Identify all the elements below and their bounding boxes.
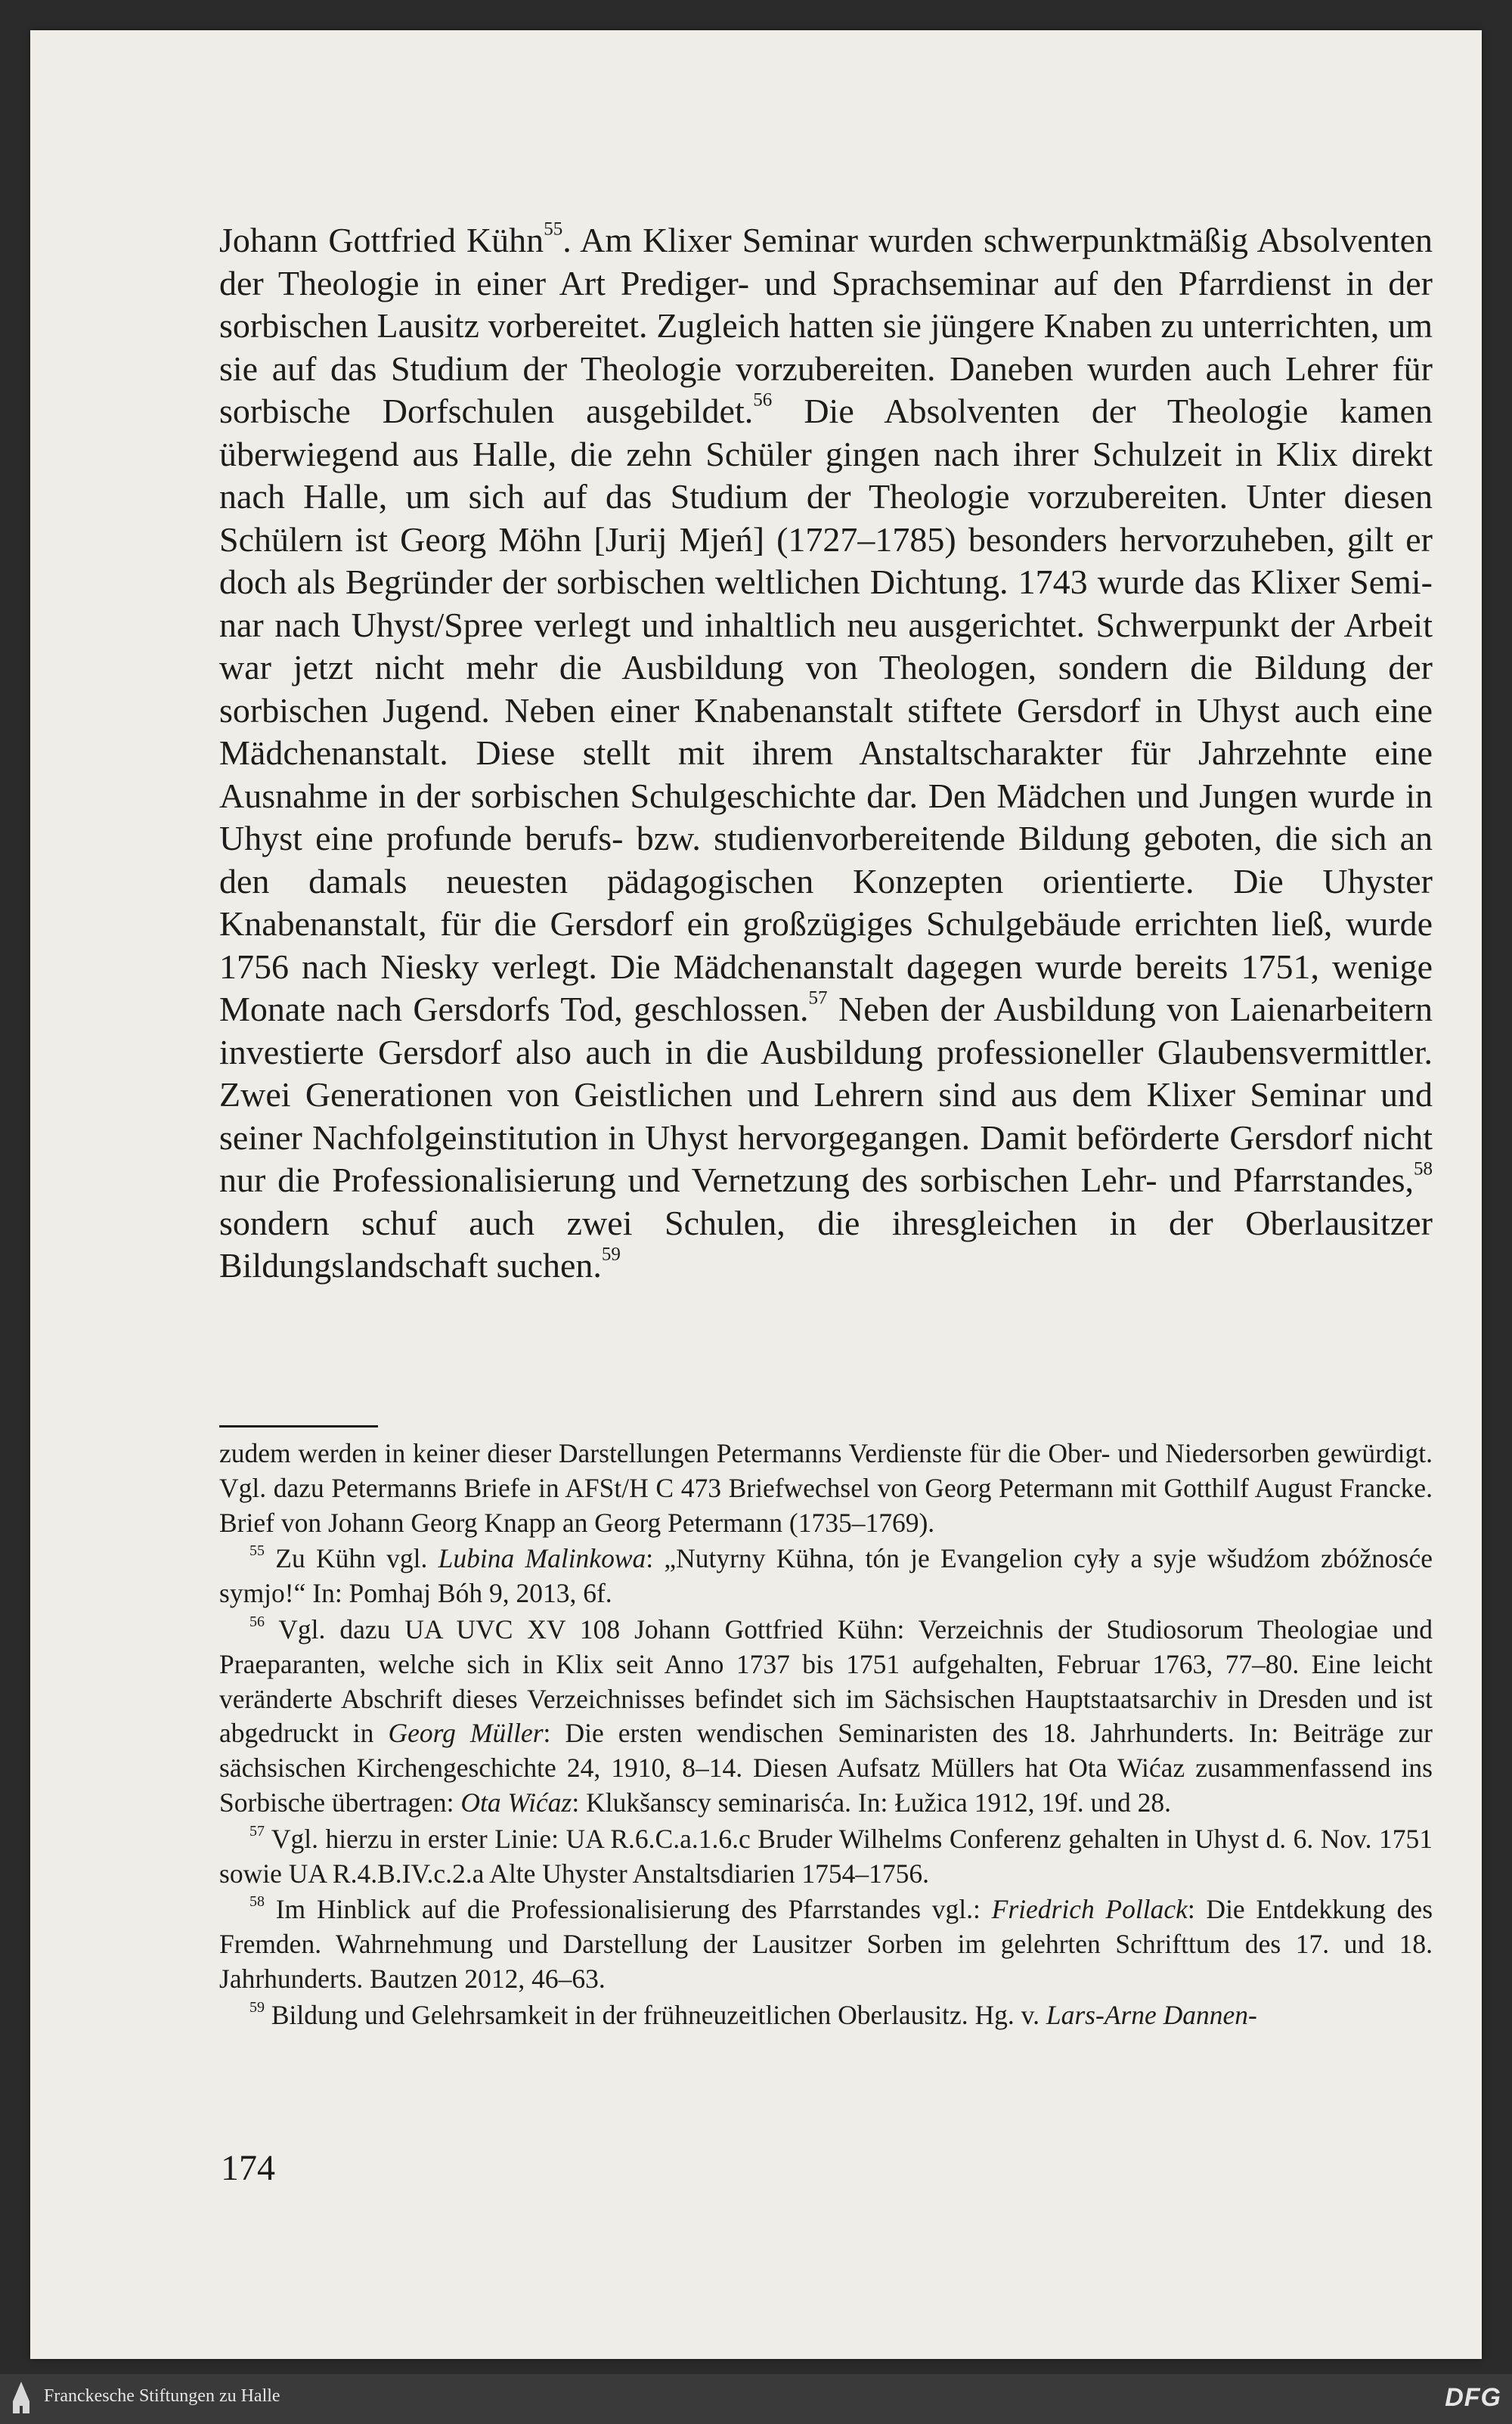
- footnote-text: Bildung und Gelehrsamkeit in der frühneuzeitlichen Oberlausitz. Hg. v.: [265, 1999, 1046, 2030]
- footnote-text: : „Nutyrny Kühna, tón je Evangelion cyły a syje wšudźom zbóžnosće symjo!“ In: Pomhaj Bóh 9, 2013, 6f.: [219, 1543, 1433, 1609]
- footnote-ref-59: 59: [601, 1244, 621, 1265]
- footnote-number: 56: [249, 1613, 265, 1630]
- footnote-number: 57: [249, 1822, 265, 1840]
- author-name: Ota Wićaz: [460, 1787, 572, 1818]
- footnote-text: : Die Entdekkung des Fremden. Wahrnehmung und Darstellung der Lausitzer Sorben im gelehrten Schrifttum des 17. und 18. Jahrhunderts. Bautzen 2012, 46–63.: [219, 1894, 1433, 1994]
- footnote-58: [219, 1892, 1433, 1996]
- footnote-number: 55: [249, 1542, 265, 1560]
- foundation-emblem-icon: [11, 2379, 32, 2418]
- footnote-55: [219, 1542, 1433, 1611]
- footnote-text: Zu Kühn vgl.: [265, 1543, 438, 1574]
- author-name: Georg Müller: [388, 1718, 544, 1749]
- main-text-segment: Johann Gottfried Kühn: [219, 221, 544, 259]
- footnotes: [219, 1437, 1433, 2035]
- institution-name: Franckesche Stiftungen zu Halle: [44, 2386, 280, 2406]
- footnote-number: 58: [249, 1893, 265, 1911]
- footnote-text: Vgl. hierzu in erster Linie: UA R.6.C.a.1.6.c Bruder Wilhelms Conferenz gehalten in Uhyst d. 6. Nov. 1751 sowie UA R.4.B.IV.c.2.a Alte Uhyster Anstaltsdiarien 1754–1756.: [219, 1823, 1433, 1889]
- viewer-footer-bar: [0, 2374, 1512, 2424]
- footnote-separator: [219, 1425, 378, 1427]
- main-text: [219, 219, 1433, 1288]
- footnote-ref-58: 58: [1414, 1158, 1433, 1179]
- footnote-text: Vgl. dazu UA UVC XV 108 Johann Gottfried Kühn: Verzeichnis der Studiosorum Theologiae und Praeparanten, welche sich in Klix seit Anno 1737 bis 1751 aufgehalten, Februar 1763, 77–80. Eine leicht veränderte Abschrift dieses Verzeichnisses befindet sich im Sächsischen Hauptstaatsarchiv in Dresden und ist abgedruckt in: [219, 1613, 1433, 1749]
- footnote-ref-56: 56: [753, 389, 773, 411]
- author-name: Lars-Arne Dannen-: [1046, 1999, 1257, 2030]
- main-text-segment: Die Absolventen der Theologie kamen überwiegend aus Halle, die zehn Schüler gingen nach ihrer Schulzeit in Klix direkt nach Halle, um sich auf das Studium der Theologie vorzubereiten. Unter diesen Schülern ist Georg Möhn [Jurij Mjeń] (1727–1785) besonders hervorzuheben, gilt er doch als Begründer der sorbischen weltlichen Dichtung. 1743 wurde das Klixer Seminar nach Uhyst/Spree verlegt und inhaltlich neu ausgerichtet. Schwerpunkt der Arbeit war jetzt nicht mehr die Ausbildung von Theologen, sondern die Bildung der sorbischen Jugend. Neben einer Knabenanstalt stiftete Gersdorf in Uhyst auch eine Mädchenanstalt. Diese stellt mit ihrem Anstaltscharakter für Jahrzehnte eine Ausnahme in der sorbischen Schulgeschichte dar. Den Mädchen und Jungen wurde in Uhyst eine profunde berufs- bzw. studienvorbereitende Bildung geboten, die sich an den damals neuesten pädagogischen Konzepten orientierte. Die Uhyster Knabenanstalt, für die Gersdorf ein großzügiges Schulgebäude errichten ließ, wurde 1756 nach Niesky verlegt. Die Mädchenanstalt dagegen wurde bereits 1751, wenige Monate nach Gersdorfs Tod, geschlossen.: [219, 392, 1433, 1028]
- main-text-segment: Neben der Ausbildung von Laienarbeitern investierte Gersdorf also auch in die Ausbildung professioneller Glaubensvermittler. Zwei Generationen von Geistlichen und Lehrern sind aus dem Klixer Seminar und seiner Nachfolgeinstitution in Uhyst hervorgegangen. Damit beförderte Gersdorf nicht nur die Professionalisierung und Vernetzung des sorbischen Lehr- und Pfarrstandes,: [219, 990, 1433, 1199]
- footnote-continuation: zudem werden in keiner dieser Darstellungen Petermanns Verdienste für die Ober- und Niedersorben gewürdigt. Vgl. dazu Petermanns Briefe in AFSt/H C 473 Briefwechsel von Georg Petermann mit Gotthilf August Francke. Brief von Johann Georg Knapp an Georg Petermann (1735–1769).: [219, 1438, 1433, 1538]
- main-text-segment: sondern schuf auch zwei Schulen, die ihresgleichen in der Oberlausitzer Bildungslandschaft suchen.: [219, 1203, 1433, 1285]
- footnote-text: : Klukšanscy seminarisća. In: Łužica 1912, 19f. und 28.: [572, 1787, 1171, 1818]
- dfg-logo: DFG: [1445, 2383, 1501, 2412]
- footnote-59: [219, 1998, 1433, 2033]
- footnote-text: Im Hinblick auf die Professionalisierung des Pfarrstandes vgl.:: [265, 1894, 992, 1925]
- author-name: Lubina Malinkowa: [438, 1543, 646, 1574]
- main-text-segment: . Am Klixer Seminar wurden schwerpunktmäßig Absolventen der Theologie in einer Art Prediger- und Sprachseminar auf den Pfarrdienst in der sorbischen Lausitz vorbereitet. Zugleich hatten sie jüngere Knaben zu unterrichten, um sie auf das Studium der Theologie vorzubereiten. Daneben wurden auch Lehrer für sorbische Dorfschulen ausgebildet.: [219, 221, 1433, 430]
- footnote-56: [219, 1613, 1433, 1821]
- footnote-ref-55: 55: [544, 219, 563, 240]
- footnote-57: [219, 1822, 1433, 1892]
- footnote-text: : Die ersten wendischen Seminaristen des 18. Jahrhunderts. In: Beiträge zur sächsischen Kirchengeschichte 24, 1910, 8–14. Diesen Aufsatz Müllers hat Ota Wićaz zusammenfassend ins Sorbische übertragen:: [219, 1718, 1433, 1818]
- page-number: 174: [221, 2148, 275, 2188]
- book-page: [30, 30, 1482, 2359]
- footnote-number: 59: [249, 1998, 265, 2016]
- author-name: Friedrich Pollack: [991, 1894, 1188, 1925]
- footnote-ref-57: 57: [808, 987, 828, 1009]
